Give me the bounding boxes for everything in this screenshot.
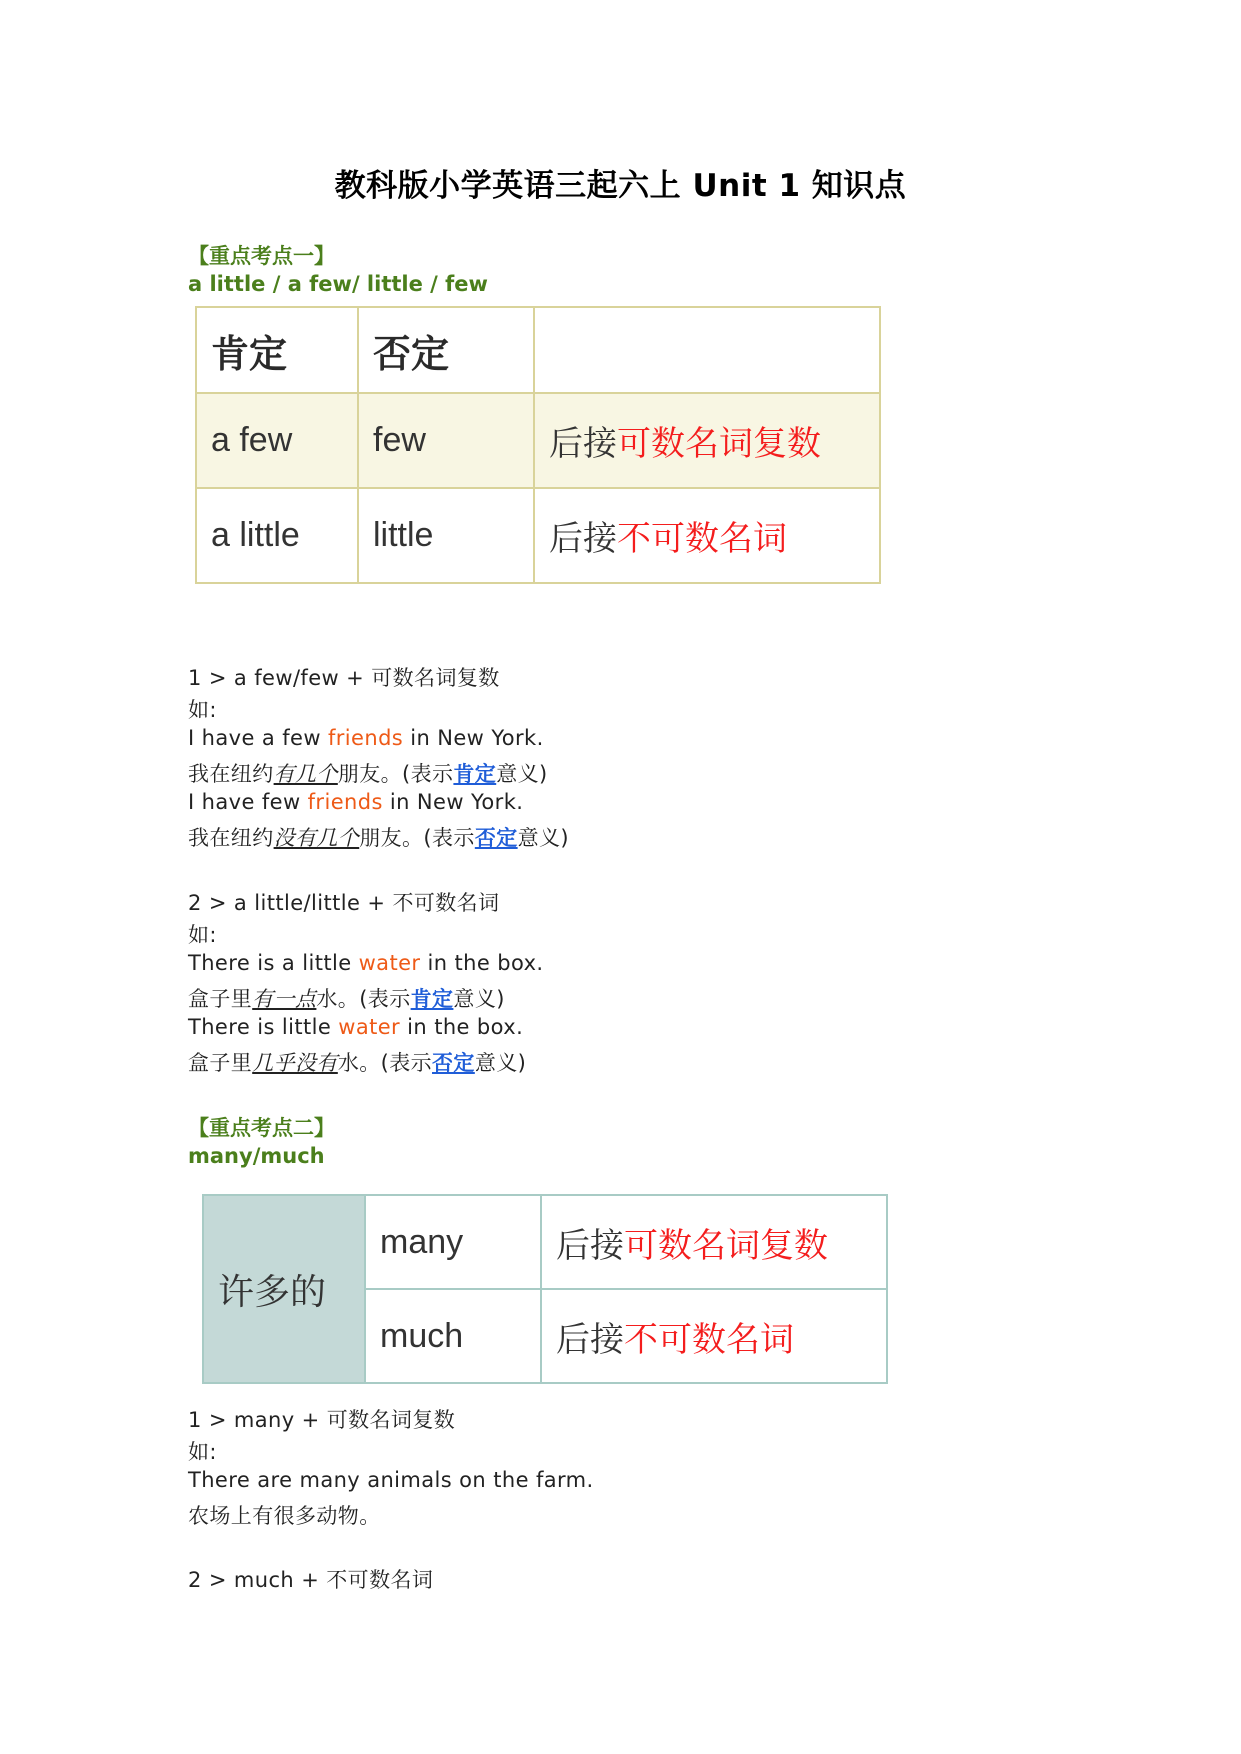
example-sentence-en: There are many animals on the farm. bbox=[188, 1468, 594, 1492]
section2-heading: 【重点考点二】 bbox=[188, 1116, 335, 1140]
sense-keyword: 否定 bbox=[432, 1051, 475, 1075]
example-sentence-zh: 我在纽约没有几个朋友。(表示否定意义) bbox=[188, 826, 570, 850]
example-label: 如: bbox=[188, 923, 217, 947]
usage-prefix: 后接 bbox=[549, 425, 617, 463]
table-header-row bbox=[196, 307, 880, 393]
usage-prefix: 后接 bbox=[556, 1320, 624, 1359]
example-sentence-zh: 盒子里有一点水。(表示肯定意义) bbox=[188, 987, 505, 1011]
section2-subheading: many/much bbox=[188, 1144, 325, 1168]
meaning-underline: 有一点 bbox=[252, 987, 317, 1011]
meaning-underline: 没有几个 bbox=[273, 826, 360, 850]
noun-highlight: friends bbox=[307, 790, 383, 814]
cell-usage bbox=[541, 1289, 887, 1383]
usage-emphasis: 不可数名词 bbox=[617, 520, 787, 558]
cell-usage bbox=[534, 393, 880, 488]
sense-keyword: 肯定 bbox=[453, 762, 497, 786]
example-sentence-en: There is little water in the box. bbox=[188, 1015, 524, 1039]
cell-a-few: a few bbox=[196, 393, 358, 488]
noun-highlight: friends bbox=[327, 726, 404, 750]
cell-many: many bbox=[365, 1195, 541, 1289]
example-label: 如: bbox=[188, 1440, 217, 1464]
example-sentence-zh: 盒子里几乎没有水。(表示否定意义) bbox=[188, 1051, 527, 1075]
example-sentence-zh: 我在纽约有几个朋友。(表示肯定意义) bbox=[188, 762, 548, 786]
table-row bbox=[196, 393, 880, 488]
section1-subheading: a little / a few/ little / few bbox=[188, 272, 488, 296]
rule-much: 2 > much + 不可数名词 bbox=[188, 1568, 434, 1592]
header-affirmative: 肯定 bbox=[196, 307, 358, 393]
noun-highlight: water bbox=[358, 951, 421, 975]
example-sentence-zh: 农场上有很多动物。 bbox=[188, 1504, 381, 1528]
cell-much: much bbox=[365, 1289, 541, 1383]
example-label: 如: bbox=[188, 698, 217, 722]
cell-a-little: a little bbox=[196, 488, 358, 583]
side-label-many: 许多的 bbox=[203, 1195, 365, 1383]
rule-many: 1 > many + 可数名词复数 bbox=[188, 1408, 456, 1432]
rule-a-little: 2 > a little/little + 不可数名词 bbox=[188, 891, 500, 915]
cell-usage bbox=[541, 1195, 887, 1289]
rule-a-few: 1 > a few/few + 可数名词复数 bbox=[188, 666, 500, 690]
many-much-table bbox=[202, 1194, 888, 1384]
cell-little: little bbox=[358, 488, 534, 583]
usage-emphasis: 可数名词复数 bbox=[624, 1226, 828, 1265]
header-blank bbox=[534, 307, 880, 393]
usage-prefix: 后接 bbox=[549, 520, 617, 558]
section1-heading: 【重点考点一】 bbox=[188, 244, 335, 268]
example-sentence-en: There is a little water in the box. bbox=[188, 951, 544, 975]
example-sentence-en: I have few friends in New York. bbox=[188, 790, 524, 814]
usage-emphasis: 不可数名词 bbox=[624, 1320, 794, 1359]
usage-prefix: 后接 bbox=[556, 1226, 624, 1265]
table-row bbox=[196, 488, 880, 583]
noun-highlight: water bbox=[338, 1015, 401, 1039]
table-row bbox=[203, 1195, 887, 1289]
page-title: 教科版小学英语三起六上 Unit 1 知识点 bbox=[334, 168, 907, 204]
example-sentence-en: I have a few friends in New York. bbox=[188, 726, 544, 750]
usage-emphasis: 可数名词复数 bbox=[617, 425, 821, 463]
sense-keyword: 肯定 bbox=[410, 987, 454, 1011]
header-negative: 否定 bbox=[358, 307, 534, 393]
meaning-underline: 有几个 bbox=[273, 762, 338, 786]
meaning-underline: 几乎没有 bbox=[252, 1051, 338, 1075]
few-little-table bbox=[195, 306, 881, 584]
cell-usage bbox=[534, 488, 880, 583]
sense-keyword: 否定 bbox=[474, 826, 518, 850]
cell-few: few bbox=[358, 393, 534, 488]
